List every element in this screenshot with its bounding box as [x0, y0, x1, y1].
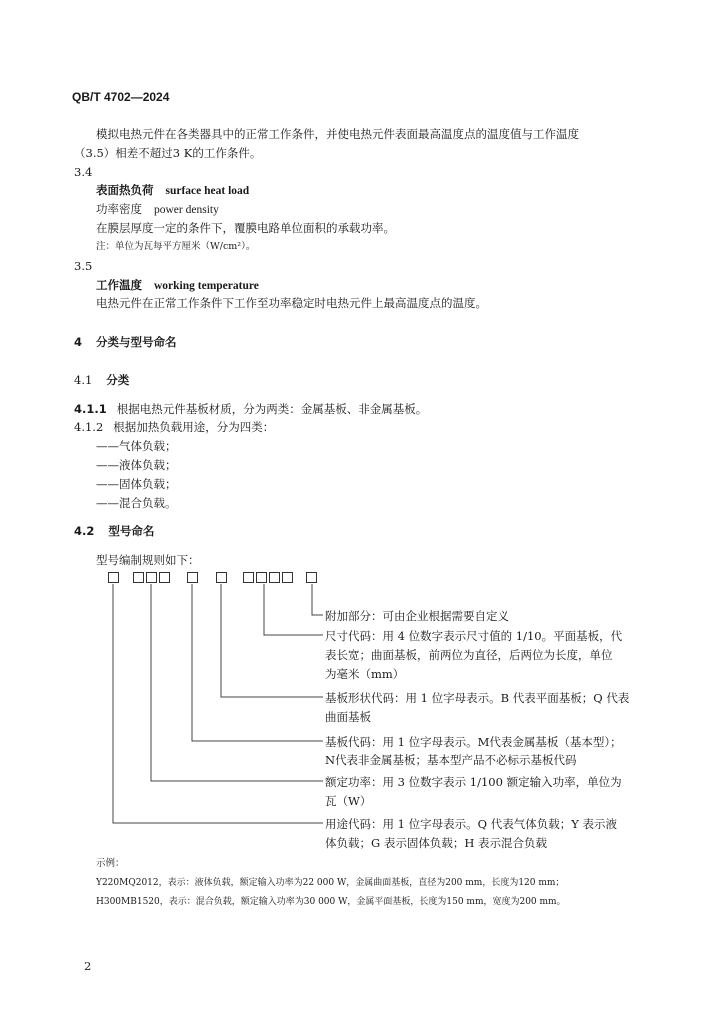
section-number: 4.2 — [74, 524, 95, 538]
list-item: ——固体负载； — [96, 477, 177, 491]
intro-line-2: （3.5）相差不超过3 K的工作条件。 — [74, 146, 262, 160]
list-item: ——液体负载； — [96, 458, 177, 472]
section-number: 4.1 — [74, 373, 93, 387]
example-line-2: H300MB1520，表示：混合负载，额定输入功率为30 000 W，金属平面基板，长度为150 mm，宽度为200 mm。 — [96, 897, 566, 907]
term-3-4-note: 注：单位为瓦每平方厘米（W/cm²）。 — [96, 241, 256, 252]
naming-label-shape-2: 曲面基板 — [325, 710, 371, 724]
section-title: 分类 — [106, 373, 130, 387]
naming-label-power-1: 额定功率：用 3 位数字表示 1/100 额定输入功率，单位为 — [325, 775, 622, 789]
example-line-1: Y220MQ2012，表示：液体负载，额定输入功率为22 000 W，金属曲面基板，直径为200 mm，长度为120 mm； — [96, 878, 565, 888]
term-zh: 工作温度 — [96, 278, 142, 292]
alt-en: power density — [154, 204, 219, 216]
term-en: working temperature — [154, 280, 259, 292]
section-title: 分类与型号命名 — [96, 335, 177, 349]
standard-number: QB/T 4702—2024 — [72, 90, 170, 104]
clause-number: 4.1.2 — [74, 420, 104, 434]
clause-number: 4.1.1 — [74, 402, 107, 416]
naming-label-size-2: 表长宽；曲面基板，前两位为直径，后两位为长度，单位 — [325, 648, 613, 662]
section-number: 4 — [74, 335, 83, 349]
clause-text: 根据加热负载用途，分为四类： — [113, 420, 275, 434]
naming-label-additional: 附加部分：可由企业根据需要自定义 — [325, 609, 509, 623]
naming-label-usage-2: 体负载；G 表示固体负载；H 表示混合负载 — [325, 836, 548, 850]
naming-label-usage-1: 用途代码：用 1 位字母表示。Q 代表气体负载；Y 表示液 — [325, 817, 617, 831]
term-zh: 表面热负荷 — [96, 183, 154, 197]
term-3-4-definition: 在膜层厚度一定的条件下，覆膜电路单位面积的承载功率。 — [96, 221, 395, 235]
term-3-5-definition: 电热元件在正常工作条件下工作至功率稳定时电热元件上最高温度点的温度。 — [96, 296, 487, 310]
list-item: ——混合负载。 — [96, 496, 177, 510]
naming-label-shape-1: 基板形状代码：用 1 位字母表示。B 代表平面基板；Q 代表 — [325, 691, 630, 705]
alt-zh: 功率密度 — [96, 202, 142, 216]
naming-label-substrate-1: 基板代码：用 1 位字母表示。M代表金属基板（基本型）； — [325, 735, 622, 749]
naming-label-substrate-2: N代表非金属基板；基本型产品不必标示基板代码 — [325, 753, 577, 767]
naming-label-size-3: 为毫米（mm） — [325, 667, 405, 681]
term-3-4-number: 3.4 — [74, 165, 93, 179]
page-number: 2 — [84, 959, 92, 973]
naming-label-power-2: 瓦（W） — [325, 794, 372, 808]
term-en: surface heat load — [165, 185, 250, 197]
intro-line-1: 模拟电热元件在各类器具中的正常工作条件，并使电热元件表面最高温度点的温度值与工作温度 — [96, 127, 579, 141]
term-3-5-number: 3.5 — [74, 259, 93, 273]
examples-heading: 示例： — [96, 858, 125, 869]
section-title: 型号命名 — [108, 524, 155, 538]
list-item: ——气体负载； — [96, 439, 177, 453]
naming-label-size-1: 尺寸代码：用 4 位数字表示尺寸值的 1/10。平面基板，代 — [325, 629, 623, 643]
naming-intro: 型号编制规则如下： — [96, 553, 200, 567]
clause-text: 根据电热元件基板材质，分为两类：金属基板、非金属基板。 — [116, 402, 428, 416]
